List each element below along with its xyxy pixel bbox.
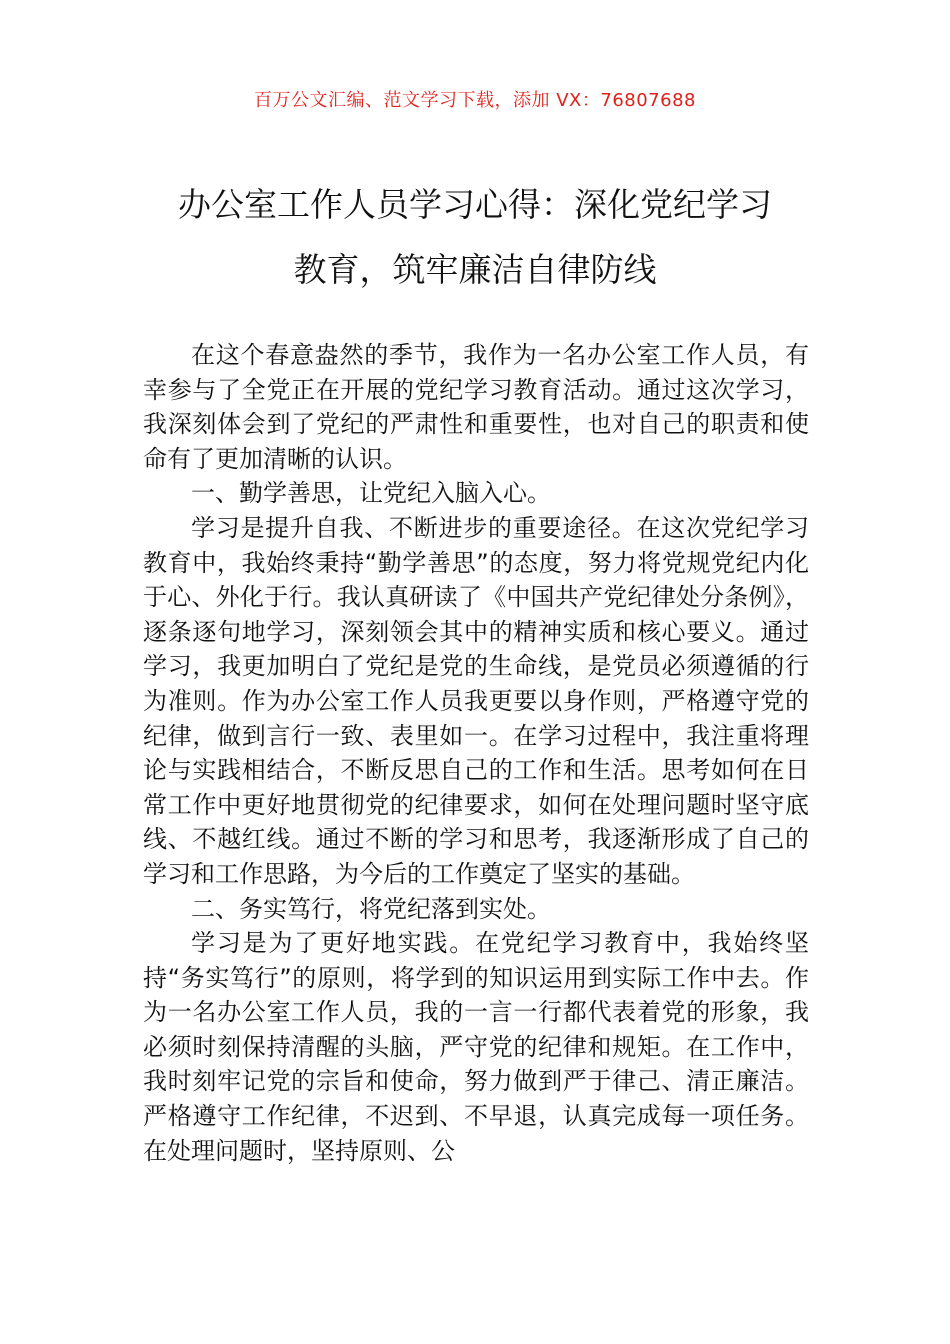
title-line-2: 教育，筑牢廉洁自律防线 <box>293 250 657 289</box>
intro-paragraph: 在这个春意盎然的季节，我作为一名办公室工作人员，有幸参与了全党正在开展的党纪学习教育活动。通过这次学习，我深刻体会到了党纪的严肃性和重要性，也对自己的职责和使命有了更加清晰的认识。 <box>143 341 809 473</box>
section-heading-1: 一、勤学善思，让党纪入脑入心。 <box>191 479 551 508</box>
section-1-paragraph: 学习是提升自我、不断进步的重要途径。在这次党纪学习教育中，我始终秉持“勤学善思”的态度，努力将党规党纪内化于心、外化于行。我认真研读了《中国共产党纪律处分条例》，逐条逐句地学习，深刻领会其中的精神实质和核心要义。通过学习，我更加明白了党纪是党的生命线，是党员必须遵循的行为准则。作为办公室工作人员我更要以身作则，严格遵守党的纪律，做到言行一致、表里如一。在学习过程中，我注重将理论与实践相结合，不断反思自己的工作和生活。思考如何在日常工作中更好地贯彻党的纪律要求，如何在处理问题时坚守底线、不越红线。通过不断的学习和思考，我逐渐形成了自己的学习和工作思路，为今后的工作奠定了坚实的基础。 <box>143 513 809 888</box>
section-heading-2: 二、务实笃行，将党纪落到实处。 <box>191 894 551 923</box>
document-title <box>120 172 830 302</box>
document-body <box>143 338 809 1168</box>
section-2-paragraph: 学习是为了更好地实践。在党纪学习教育中，我始终坚持“务实笃行”的原则，将学到的知识运用到实际工作中去。作为一名办公室工作人员，我的一言一行都代表着党的形象，我必须时刻保持清醒的头脑，严守党的纪律和规矩。在工作中，我时刻牢记党的宗旨和使命，努力做到严于律己、清正廉洁。严格遵守工作纪律，不迟到、不早退，认真完成每一项任务。在处理问题时，坚持原则、公 <box>143 929 809 1165</box>
title-line-1: 办公室工作人员学习心得：深化党纪学习 <box>178 185 772 224</box>
watermark-header: 百万公文汇编、范文学习下载，添加 VX：76807688 <box>254 90 696 111</box>
